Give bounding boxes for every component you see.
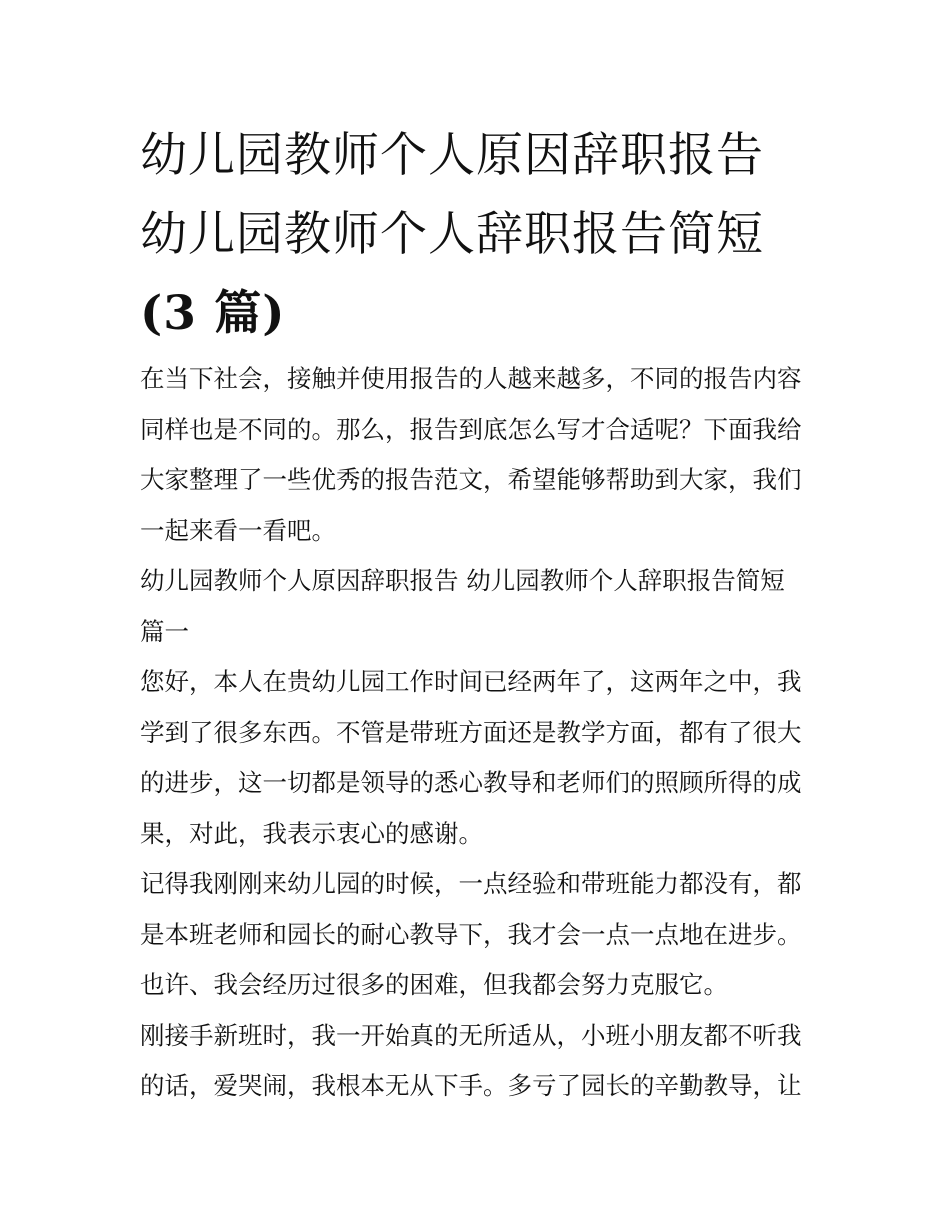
body-line: 刚接手新班时，我一开始真的无所适从，小班小朋友都不听我: [140, 1020, 802, 1050]
body-line: 记得我刚刚来幼儿园的时候，一点经验和带班能力都没有，都: [140, 869, 802, 898]
body-line: 您好，本人在贵幼儿园工作时间已经两年了，这两年之中，我: [140, 667, 802, 696]
title-line-1: 幼儿园教师个人原因辞职报告: [140, 128, 764, 183]
body-line: 的进步，这一切都是领导的悉心教导和老师们的照顾所得的成: [140, 768, 802, 797]
body-line: 大家整理了一些优秀的报告范文，希望能够帮助到大家，我们: [140, 465, 802, 494]
document-body: [140, 354, 816, 1112]
section-heading-line: 幼儿园教师个人原因辞职报告 幼儿园教师个人辞职报告简短: [140, 566, 785, 595]
title-line-2: 幼儿园教师个人辞职报告简短: [140, 207, 764, 262]
body-line: 的话，爱哭闹，我根本无从下手。多亏了园长的辛勤教导，让: [140, 1071, 802, 1100]
section-heading-line: 篇一: [140, 616, 189, 646]
body-line: 学到了很多东西。不管是带班方面还是教学方面，都有了很大: [140, 717, 802, 747]
body-line: 同样也是不同的。那么，报告到底怎么写才合适呢？下面我给: [140, 414, 802, 444]
body-line: 也许、我会经历过很多的困难，但我都会努力克服它。: [140, 970, 728, 999]
body-line: 在当下社会，接触并使用报告的人越来越多，不同的报告内容: [140, 364, 802, 393]
body-line: 果，对此，我表示衷心的感谢。: [140, 818, 483, 848]
body-line: 是本班老师和园长的耐心教导下，我才会一点一点地在进步。: [140, 919, 802, 949]
title-line-3: (3 篇): [140, 286, 286, 341]
document-title: [140, 116, 820, 353]
body-line: 一起来看一看吧。: [140, 515, 336, 545]
